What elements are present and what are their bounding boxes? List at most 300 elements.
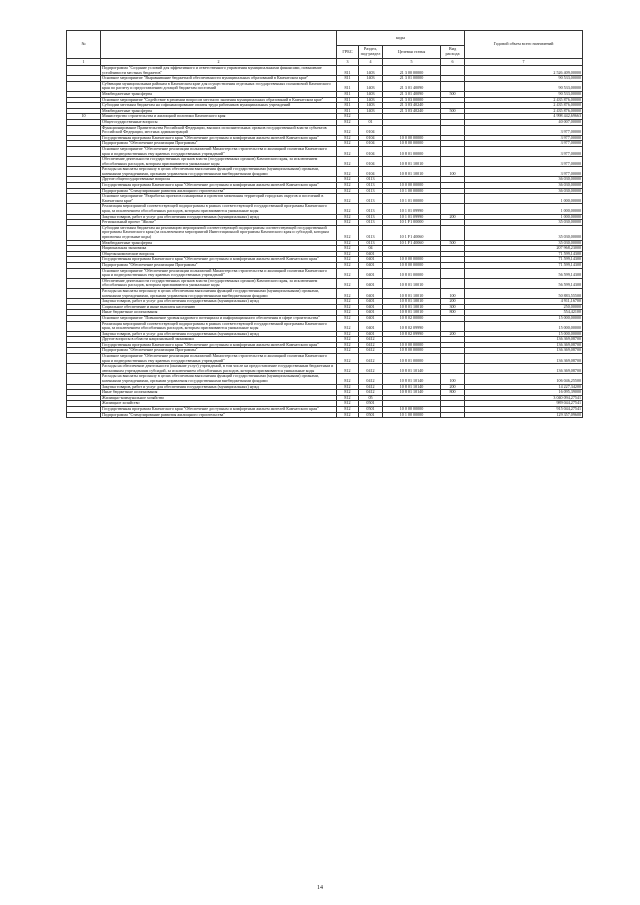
row-name: Государственная программа Камчатского края "Обеспечение доступным и комфортным жильем жителей Камчатского края" — [101, 342, 337, 348]
row-grbs: 812 — [337, 288, 359, 298]
row-name: Другие вопросы в области национальной экономики — [101, 337, 337, 343]
row-target: 21 3 03 40240 — [383, 103, 441, 109]
row-grbs: 812 — [337, 348, 359, 354]
row-expense — [441, 278, 465, 288]
row-target: 10 8 01 10010 — [383, 167, 441, 177]
row-number — [67, 146, 101, 156]
row-name: Субсидии местным бюджетам на реализацию мероприятий соответствующей подпрограммы соответствующей государственной программы Камчатского края (за исключением мероприятий Инвестиционной программы Камчатского края и субсидий, которым присвоены отдельные коды) — [101, 225, 337, 240]
row-amount: 2 435 876,00000 — [465, 108, 583, 114]
row-section: 0412 — [359, 390, 383, 396]
row-number — [67, 157, 101, 167]
table-body — [67, 66, 583, 418]
row-amount: 1 000,00000 — [465, 204, 583, 214]
row-name: Иные бюджетные ассигнования — [101, 390, 337, 396]
row-expense: 500 — [441, 240, 465, 246]
row-expense — [441, 194, 465, 204]
header-num: № — [67, 31, 101, 59]
row-number — [67, 374, 101, 384]
row-name: Министерство строительства и жилищной политики Камчатского края — [101, 114, 337, 120]
row-section: 0401 — [359, 321, 383, 331]
row-amount: 136 369,08700 — [465, 348, 583, 354]
row-name: Общегосударственные вопросы — [101, 119, 337, 125]
row-target: 10 0 00 00000 — [383, 135, 441, 141]
row-amount: 2 526 409,00000 — [465, 66, 583, 76]
row-target: 10 1 01 09990 — [383, 204, 441, 214]
row-name: Другие общегосударственные вопросы — [101, 177, 337, 183]
row-name: Обеспечение деятельности государственных органов власти (государственных органов) Камчатского края, за исключением обособленных расходов, которым присваиваются уникальные коды — [101, 278, 337, 288]
row-section: 0412 — [359, 374, 383, 384]
row-expense — [441, 157, 465, 167]
row-name: Жилищно-коммунальное хозяйство — [101, 395, 337, 401]
row-grbs: 812 — [337, 251, 359, 257]
row-grbs: 812 — [337, 321, 359, 331]
col-number-4: 4 — [359, 59, 383, 66]
row-section: 0113 — [359, 204, 383, 214]
row-section: 1403 — [359, 103, 383, 109]
row-amount: 36 030,00000 — [465, 177, 583, 183]
row-amount: 56 599,14300 — [465, 278, 583, 288]
row-amount: 3 977,00000 — [465, 167, 583, 177]
row-name: Государственная программа Камчатского края "Обеспечение доступным и комфортным жильем жителей Камчатского края" — [101, 183, 337, 189]
row-name: Региональный проект "Жилье" — [101, 220, 337, 226]
row-grbs: 812 — [337, 257, 359, 263]
row-expense: 500 — [441, 91, 465, 97]
row-grbs: 812 — [337, 278, 359, 288]
row-amount: 15 000,00000 — [465, 321, 583, 331]
row-grbs: 811 — [337, 103, 359, 109]
row-amount: 35 030,00000 — [465, 220, 583, 226]
row-grbs: 812 — [337, 246, 359, 252]
row-target: 10 8 01 10010 — [383, 278, 441, 288]
row-section: 0401 — [359, 299, 383, 305]
row-target: 10 8 01 10010 — [383, 299, 441, 305]
row-amount: 15 000,00000 — [465, 331, 583, 337]
row-amount: 36 030,00000 — [465, 183, 583, 189]
row-name: Закупка товаров, работ и услуг для обеспечения государственных (муниципальных) нужд — [101, 384, 337, 390]
row-amount: 3 977,00000 — [465, 141, 583, 147]
row-grbs: 812 — [337, 337, 359, 343]
row-grbs: 812 — [337, 125, 359, 135]
row-grbs: 812 — [337, 146, 359, 156]
row-expense: 200 — [441, 331, 465, 337]
row-amount: 90 533,00000 — [465, 76, 583, 82]
table-row — [67, 374, 583, 384]
row-grbs: 811 — [337, 91, 359, 97]
header-codes: коды — [337, 31, 465, 46]
row-section: 0401 — [359, 331, 383, 337]
row-grbs: 812 — [337, 214, 359, 220]
row-target: 10 1 00 00000 — [383, 412, 441, 418]
header-expense: Вид расхода — [441, 46, 465, 59]
row-amount: 16 095,39000 — [465, 390, 583, 396]
row-target: 10 1 F1 40060 — [383, 240, 441, 246]
table-row — [67, 146, 583, 156]
row-target: 10 8 01 00000 — [383, 354, 441, 364]
row-target: 21 3 03 00000 — [383, 97, 441, 103]
row-amount: 2 435 876,00000 — [465, 103, 583, 109]
row-expense — [441, 66, 465, 76]
row-target: 21 3 03 40240 — [383, 108, 441, 114]
row-name: Иные бюджетные ассигнования — [101, 310, 337, 316]
row-name: Функционирование Правительства Российской Федерации, высших исполнительных органов государственной власти субъектов Российской Федерации, местных администраций — [101, 125, 337, 135]
row-target: 10 8 00 00000 — [383, 141, 441, 147]
row-grbs: 811 — [337, 97, 359, 103]
row-target: 10 1 F1 00000 — [383, 220, 441, 226]
row-amount: 3 977,00000 — [465, 125, 583, 135]
row-number: 10 — [67, 114, 101, 120]
row-amount: 136 369,08700 — [465, 342, 583, 348]
table-row — [67, 321, 583, 331]
row-amount: 3 977,00000 — [465, 135, 583, 141]
row-target: 10 1 00 00000 — [383, 188, 441, 194]
row-number — [67, 321, 101, 331]
table-row — [67, 194, 583, 204]
row-amount: 71 599,14300 — [465, 257, 583, 263]
row-name: Межбюджетные трансферты — [101, 240, 337, 246]
row-grbs: 812 — [337, 354, 359, 364]
row-name: Основное мероприятие "Содействие в решении вопросов местного значения муниципальных образований в Камчатском крае" — [101, 97, 337, 103]
col-number-1: 1 — [67, 59, 101, 66]
row-amount: 207 968,23000 — [465, 246, 583, 252]
row-section: 0401 — [359, 262, 383, 268]
row-amount: 40 007,00000 — [465, 119, 583, 125]
row-number — [67, 225, 101, 240]
row-amount: 250,00000 — [465, 304, 583, 310]
row-target: 10 8 02 09990 — [383, 331, 441, 337]
row-expense — [441, 321, 465, 331]
row-section: 0104 — [359, 135, 383, 141]
row-name: Обеспечение деятельности государственных органов власти (государственных органов) Камчатского края, за исключением обособленных расходов, которым присваиваются уникальные коды — [101, 157, 337, 167]
row-grbs: 812 — [337, 364, 359, 374]
row-name: Национальная экономика — [101, 246, 337, 252]
row-grbs: 812 — [337, 299, 359, 305]
row-target: 10 8 01 10140 — [383, 390, 441, 396]
row-target: 21 3 00 00000 — [383, 66, 441, 76]
row-section: 0113 — [359, 194, 383, 204]
row-name: Подпрограмма "Стимулирование развития жилищного строительства" — [101, 188, 337, 194]
row-target: 10 8 02 00000 — [383, 315, 441, 321]
row-number — [67, 268, 101, 278]
row-amount: 136 369,08700 — [465, 364, 583, 374]
row-name: Субсидии местным бюджетам на софинансирование оплаты труда работников муниципальных учреждений — [101, 103, 337, 109]
row-section: 0104 — [359, 167, 383, 177]
row-section: 1403 — [359, 66, 383, 76]
row-expense: 800 — [441, 390, 465, 396]
row-target: 10 8 01 10010 — [383, 304, 441, 310]
row-name: Расходы на выплаты персоналу в целях обеспечения выполнения функций государственными (муниципальными) органами, казенными учреждениями, органами управления государственными внебюджетными фондами — [101, 167, 337, 177]
table-row — [67, 81, 583, 91]
row-target: 10 1 F1 40060 — [383, 225, 441, 240]
row-amount: 36 030,00000 — [465, 188, 583, 194]
row-expense — [441, 268, 465, 278]
row-amount: 4 998 442,69663 — [465, 114, 583, 120]
row-grbs: 812 — [337, 412, 359, 418]
row-grbs: 812 — [337, 225, 359, 240]
row-amount: 4 911,16700 — [465, 299, 583, 305]
row-section: 0412 — [359, 348, 383, 354]
row-section: 1403 — [359, 97, 383, 103]
row-name: Межбюджетные трансферты — [101, 108, 337, 114]
row-expense: 500 — [441, 108, 465, 114]
row-expense: 100 — [441, 374, 465, 384]
col-number-6: 6 — [441, 59, 465, 66]
row-number — [67, 81, 101, 91]
row-name: Основное мероприятие "Обеспечение реализации полномочий Министерства строительства и жилищной политики Камчатского края и подведомственных ему краевых государственных учреждений" — [101, 354, 337, 364]
row-amount: 3 977,00000 — [465, 157, 583, 167]
row-amount: 554,42100 — [465, 310, 583, 316]
row-section: 1403 — [359, 76, 383, 82]
table-row — [67, 278, 583, 288]
row-target — [383, 125, 441, 135]
row-section: 0401 — [359, 257, 383, 263]
row-expense: 200 — [441, 384, 465, 390]
row-grbs: 811 — [337, 66, 359, 76]
row-amount: 56 599,14300 — [465, 268, 583, 278]
row-grbs: 812 — [337, 401, 359, 407]
col-number-5: 5 — [383, 59, 441, 66]
row-name: Подпрограмма "Стимулирование развития жилищного строительства" — [101, 412, 337, 418]
row-number — [67, 354, 101, 364]
row-section: 01 — [359, 119, 383, 125]
row-target: 10 0 00 00000 — [383, 407, 441, 413]
row-number — [67, 288, 101, 298]
row-name: Государственная программа Камчатского края "Обеспечение доступным и комфортным жильем жителей Камчатского края" — [101, 257, 337, 263]
row-target: 10 1 01 09990 — [383, 214, 441, 220]
row-name: Основное мероприятие "Обеспечение реализации полномочий Министерства строительства и жилищной политики Камчатского края и подведомственных ему краевых государственных учреждений" — [101, 146, 337, 156]
row-name: Основное мероприятие "Разработка проектов планировки и проектов межевания территорий городских округов и поселений в Камчатском крае" — [101, 194, 337, 204]
row-grbs: 812 — [337, 167, 359, 177]
row-grbs: 812 — [337, 240, 359, 246]
row-amount: 2 435 876,00000 — [465, 97, 583, 103]
row-expense — [441, 81, 465, 91]
row-grbs: 812 — [337, 407, 359, 413]
row-amount: 90 533,00000 — [465, 81, 583, 91]
row-grbs: 812 — [337, 331, 359, 337]
row-section: 0113 — [359, 225, 383, 240]
row-target: 10 8 01 10010 — [383, 310, 441, 316]
row-expense — [441, 146, 465, 156]
row-name: Социальное обеспечение и иные выплаты населению — [101, 304, 337, 310]
row-expense — [441, 364, 465, 374]
row-grbs: 812 — [337, 119, 359, 125]
table-row — [67, 354, 583, 364]
row-name: Расходы на обеспечение деятельности (оказание услуг) учреждений, в том числе на предоставление государственным бюджетным и автономным учреждениям субсидий, за исключением обособленных расходов, которым присваиваются уникальные коды — [101, 364, 337, 374]
row-name: Реализация мероприятий соответствующей подпрограммы в рамках соответствующей государственной программы Камчатского края, за исключением обособленных расходов, которым присваиваются уникальные коды — [101, 204, 337, 214]
row-target: 21 3 01 00000 — [383, 76, 441, 82]
row-target: 10 8 01 10140 — [383, 384, 441, 390]
row-grbs: 812 — [337, 141, 359, 147]
row-section: 1403 — [359, 91, 383, 97]
row-grbs: 812 — [337, 177, 359, 183]
row-grbs: 812 — [337, 374, 359, 384]
row-grbs: 812 — [337, 183, 359, 189]
row-expense — [441, 354, 465, 364]
table-row — [67, 364, 583, 374]
row-section: 05 — [359, 395, 383, 401]
table-row — [67, 412, 583, 418]
row-amount: 90 533,00000 — [465, 91, 583, 97]
row-name: Расходы на выплаты персоналу в целях обеспечения выполнения функций государственными (муниципальными) органами, казенными учреждениями, органами управления государственными внебюджетными фондами — [101, 288, 337, 298]
row-grbs: 812 — [337, 114, 359, 120]
header-name — [101, 31, 337, 59]
row-name: Общеэкономические вопросы — [101, 251, 337, 257]
row-section: 0113 — [359, 188, 383, 194]
row-amount: 1 000,00000 — [465, 214, 583, 220]
row-name: Подпрограмма "Создание условий для эффективного и ответственного управления муниципальными финансами, повышение устойчивости местных бюджетов" — [101, 66, 337, 76]
row-expense: 300 — [441, 304, 465, 310]
row-name: Жилищное хозяйство — [101, 401, 337, 407]
row-number — [67, 125, 101, 135]
row-section: 04 — [359, 246, 383, 252]
row-name: Межбюджетные трансферты — [101, 91, 337, 97]
row-target: 10 8 01 00000 — [383, 146, 441, 156]
row-grbs: 812 — [337, 315, 359, 321]
row-section: 0401 — [359, 288, 383, 298]
row-expense — [441, 225, 465, 240]
row-grbs: 812 — [337, 384, 359, 390]
row-name: Закупка товаров, работ и услуг для обеспечения государственных (муниципальных) нужд — [101, 299, 337, 305]
row-section: 0113 — [359, 220, 383, 226]
page-number: 14 — [317, 885, 323, 891]
row-grbs: 811 — [337, 81, 359, 91]
row-section: 0104 — [359, 146, 383, 156]
row-section: 0401 — [359, 268, 383, 278]
row-grbs: 812 — [337, 157, 359, 167]
row-grbs: 812 — [337, 304, 359, 310]
row-name: Основное мероприятие "Обеспечение реализации полномочий Министерства строительства и жилищной политики Камчатского края и подведомственных ему краевых государственных учреждений" — [101, 268, 337, 278]
row-section: 0401 — [359, 304, 383, 310]
row-grbs: 812 — [337, 342, 359, 348]
row-expense: 200 — [441, 214, 465, 220]
row-number — [67, 204, 101, 214]
row-amount: 15 000,00000 — [465, 315, 583, 321]
row-target: 10 1 01 00000 — [383, 194, 441, 204]
row-section: 0401 — [359, 278, 383, 288]
row-expense — [441, 125, 465, 135]
row-amount: 35 030,00000 — [465, 240, 583, 246]
col-number-2: 2 — [101, 59, 337, 66]
row-amount: 106 046,25500 — [465, 374, 583, 384]
row-amount: 989 044,27541 — [465, 401, 583, 407]
row-expense: 100 — [441, 167, 465, 177]
row-section: 0412 — [359, 337, 383, 343]
row-name: Субвенции муниципальным районам в Камчатском крае для осуществления отдельных государственных полномочий Камчатского края по расчету и предоставлению дотаций бюджетам поселений — [101, 81, 337, 91]
row-section: 0104 — [359, 141, 383, 147]
row-grbs: 812 — [337, 395, 359, 401]
row-amount: 3 040 094,27541 — [465, 395, 583, 401]
row-amount: 136 369,08700 — [465, 337, 583, 343]
row-grbs: 811 — [337, 76, 359, 82]
header-grbs: ГРБС — [337, 46, 359, 59]
row-section: 0412 — [359, 384, 383, 390]
row-target: 10 8 00 00000 — [383, 262, 441, 268]
row-name: Государственная программа Камчатского края "Обеспечение доступным и комфортным жильем жителей Камчатского края" — [101, 407, 337, 413]
row-section: 0501 — [359, 407, 383, 413]
row-section: 0412 — [359, 342, 383, 348]
row-expense: 100 — [441, 288, 465, 298]
table-row — [67, 157, 583, 167]
row-name: Реализация мероприятий соответствующей подпрограммы в рамках соответствующей государственной программы Камчатского края, за исключением обособленных расходов, которым присваиваются уникальные коды — [101, 321, 337, 331]
row-grbs: 812 — [337, 262, 359, 268]
row-grbs: 812 — [337, 188, 359, 194]
row-section: 0104 — [359, 125, 383, 135]
row-number — [67, 278, 101, 288]
row-target: 10 8 02 09990 — [383, 321, 441, 331]
table-row — [67, 125, 583, 135]
row-expense: 200 — [441, 299, 465, 305]
row-section: 0113 — [359, 177, 383, 183]
row-number — [67, 167, 101, 177]
row-amount: 35 030,00000 — [465, 225, 583, 240]
row-target: 10 8 01 10010 — [383, 157, 441, 167]
row-name: Основное мероприятие "Выравнивание бюджетной обеспеченности муниципальных образований в Камчатском крае" — [101, 76, 337, 82]
row-grbs: 812 — [337, 135, 359, 141]
row-section: 0401 — [359, 310, 383, 316]
row-name: Закупка товаров, работ и услуг для обеспечения государственных (муниципальных) нужд — [101, 331, 337, 337]
row-amount: 3 977,00000 — [465, 146, 583, 156]
row-grbs: 812 — [337, 204, 359, 214]
row-amount: 1 000,00000 — [465, 194, 583, 204]
row-section: 0113 — [359, 240, 383, 246]
row-section: 0501 — [359, 412, 383, 418]
row-section: 0113 — [359, 214, 383, 220]
table-row — [67, 288, 583, 298]
row-section: 0412 — [359, 354, 383, 364]
row-section: 0401 — [359, 315, 383, 321]
row-section: 0501 — [359, 401, 383, 407]
row-amount: 71 599,14300 — [465, 251, 583, 257]
row-name: Подпрограмма "Обеспечение реализации Программы" — [101, 262, 337, 268]
header-section: Раздел, под-раздел — [359, 46, 383, 59]
row-name: Подпрограмма "Обеспечение реализации Программы" — [101, 141, 337, 147]
row-section: 0412 — [359, 364, 383, 374]
row-grbs: 812 — [337, 194, 359, 204]
table-header — [67, 31, 583, 66]
row-grbs: 812 — [337, 220, 359, 226]
header-amount: Годовой объем всего назначений — [465, 31, 583, 59]
row-amount: 50 883,55500 — [465, 288, 583, 298]
table-row — [67, 66, 583, 76]
row-target: 21 3 01 40090 — [383, 81, 441, 91]
row-grbs: 811 — [337, 108, 359, 114]
row-target: 10 0 00 00000 — [383, 257, 441, 263]
budget-table — [66, 30, 583, 418]
row-section: 0401 — [359, 251, 383, 257]
row-target: 10 8 01 00000 — [383, 268, 441, 278]
row-amount: 14 227,34200 — [465, 384, 583, 390]
column-numbers-row — [67, 59, 583, 66]
row-amount: 71 599,14300 — [465, 262, 583, 268]
row-grbs: 812 — [337, 390, 359, 396]
row-target: 10 8 01 10010 — [383, 288, 441, 298]
row-expense: 800 — [441, 310, 465, 316]
row-name: Государственная программа Камчатского края "Обеспечение доступным и комфортным жильем жителей Камчатского края" — [101, 135, 337, 141]
row-target: 10 0 00 00000 — [383, 342, 441, 348]
table-row — [67, 204, 583, 214]
row-name: Закупка товаров, работ и услуг для обеспечения государственных (муниципальных) нужд — [101, 214, 337, 220]
header-target: Целевая статья — [383, 46, 441, 59]
row-number — [67, 364, 101, 374]
row-grbs: 812 — [337, 268, 359, 278]
row-name: Основное мероприятие "Повышение уровня кадрового потенциала и информационного обеспечения в сфере строительства" — [101, 315, 337, 321]
col-number-3: 3 — [337, 59, 359, 66]
row-expense — [441, 412, 465, 418]
row-target: 10 0 00 00000 — [383, 183, 441, 189]
row-target: 10 8 00 00000 — [383, 348, 441, 354]
row-amount: 136 369,08700 — [465, 354, 583, 364]
col-number-7: 7 — [465, 59, 583, 66]
row-section: 0104 — [359, 157, 383, 167]
